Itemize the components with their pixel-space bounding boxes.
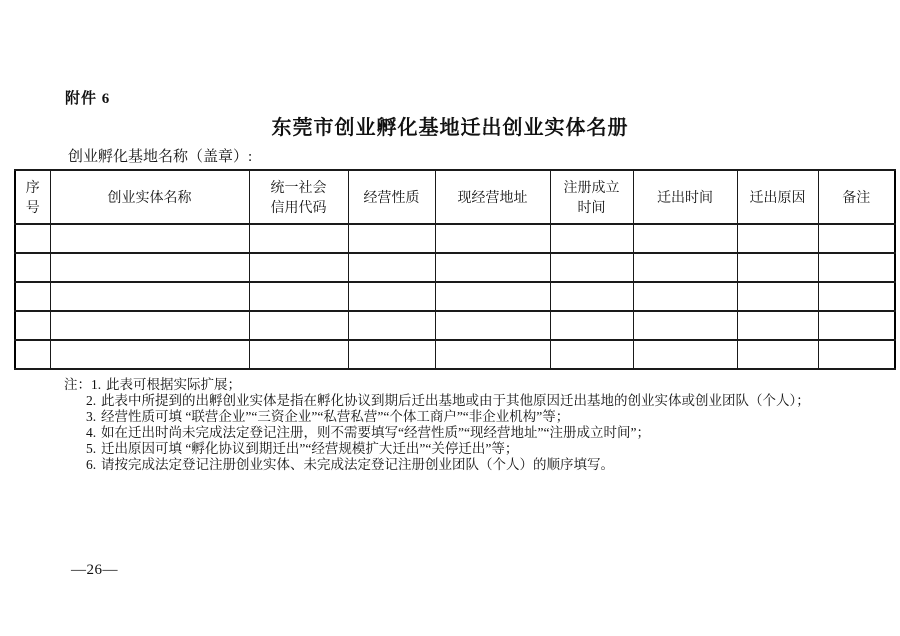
cell-business-nature xyxy=(348,340,435,369)
note-item xyxy=(64,457,892,473)
cell-registration-date xyxy=(550,282,633,311)
cell-seq xyxy=(15,224,50,253)
cell-seq xyxy=(15,340,50,369)
column-header-business-nature: 经营性质 xyxy=(348,170,435,224)
note-item xyxy=(64,425,892,441)
cell-moveout-reason xyxy=(737,224,818,253)
cell-entity-name xyxy=(50,340,249,369)
base-name-label: 创业孵化基地名称（盖章）: xyxy=(68,149,253,165)
cell-moveout-date xyxy=(633,253,737,282)
cell-moveout-reason xyxy=(737,311,818,340)
cell-moveout-date xyxy=(633,224,737,253)
note-number: 3. xyxy=(86,409,97,424)
cell-registration-date xyxy=(550,311,633,340)
cell-remarks xyxy=(818,224,895,253)
cell-moveout-reason xyxy=(737,253,818,282)
cell-entity-name xyxy=(50,224,249,253)
cell-seq xyxy=(15,311,50,340)
note-item xyxy=(64,441,892,457)
note-text: 经营性质可填 “联营企业”“三资企业”“私营私营”“个体工商户”“非企业机构”等； xyxy=(101,409,570,424)
note-number: 6. xyxy=(86,457,97,472)
note-number: 5. xyxy=(86,441,97,456)
cell-seq xyxy=(15,253,50,282)
cell-remarks xyxy=(818,253,895,282)
cell-business-nature xyxy=(348,282,435,311)
cell-moveout-date xyxy=(633,311,737,340)
column-header-registration-date: 注册成立 时间 xyxy=(550,170,633,224)
cell-business-nature xyxy=(348,253,435,282)
note-number: 1. xyxy=(91,377,102,392)
cell-moveout-reason xyxy=(737,282,818,311)
cell-credit-code xyxy=(249,282,348,311)
cell-current-address xyxy=(435,282,550,311)
table-row xyxy=(15,253,895,282)
cell-business-nature xyxy=(348,224,435,253)
cell-remarks xyxy=(818,311,895,340)
cell-registration-date xyxy=(550,253,633,282)
header-row xyxy=(15,170,895,224)
cell-moveout-reason xyxy=(737,340,818,369)
cell-current-address xyxy=(435,340,550,369)
document-title: 东莞市创业孵化基地迁出创业实体名册 xyxy=(271,117,629,139)
note-item xyxy=(64,377,892,393)
note-number: 2. xyxy=(86,393,97,408)
column-header-credit-code: 统一社会 信用代码 xyxy=(249,170,348,224)
table-row xyxy=(15,282,895,311)
table-row xyxy=(15,311,895,340)
roster-table xyxy=(14,169,896,370)
page-number: —26— xyxy=(71,562,118,578)
notes xyxy=(64,377,892,473)
column-header-entity-name: 创业实体名称 xyxy=(50,170,249,224)
cell-business-nature xyxy=(348,311,435,340)
cell-current-address xyxy=(435,311,550,340)
cell-current-address xyxy=(435,224,550,253)
cell-registration-date xyxy=(550,224,633,253)
column-header-moveout-reason: 迁出原因 xyxy=(737,170,818,224)
column-header-remarks: 备注 xyxy=(818,170,895,224)
cell-entity-name xyxy=(50,311,249,340)
cell-credit-code xyxy=(249,253,348,282)
column-header-current-address: 现经营地址 xyxy=(435,170,550,224)
column-header-moveout-date: 迁出时间 xyxy=(633,170,737,224)
cell-credit-code xyxy=(249,311,348,340)
note-item xyxy=(64,409,892,425)
cell-credit-code xyxy=(249,224,348,253)
note-text: 如在迁出时尚未完成法定登记注册，则不需要填写“经营性质”“现经营地址”“注册成立时间”； xyxy=(101,425,650,440)
note-text: 请按完成法定登记注册创业实体、未完成法定登记注册创业团队（个人）的顺序填写。 xyxy=(101,457,614,472)
cell-current-address xyxy=(435,253,550,282)
cell-registration-date xyxy=(550,340,633,369)
attachment-label: 附件 6 xyxy=(65,91,111,107)
note-number: 4. xyxy=(86,425,97,440)
note-item xyxy=(64,393,892,409)
cell-seq xyxy=(15,282,50,311)
cell-moveout-date xyxy=(633,340,737,369)
column-header-seq: 序 号 xyxy=(15,170,50,224)
cell-entity-name xyxy=(50,253,249,282)
cell-remarks xyxy=(818,340,895,369)
cell-entity-name xyxy=(50,282,249,311)
note-text: 此表中所提到的出孵创业实体是指在孵化协议到期后迁出基地或由于其他原因迁出基地的创业实体或创业团队（个人）； xyxy=(101,393,810,408)
note-text: 此表可根据实际扩展； xyxy=(106,377,241,392)
cell-remarks xyxy=(818,282,895,311)
cell-credit-code xyxy=(249,340,348,369)
notes-label: 注： xyxy=(64,377,91,392)
table-row xyxy=(15,340,895,369)
note-text: 迁出原因可填 “孵化协议到期迁出”“经营规模扩大迁出”“关停迁出”等； xyxy=(101,441,519,456)
cell-moveout-date xyxy=(633,282,737,311)
table-row xyxy=(15,224,895,253)
